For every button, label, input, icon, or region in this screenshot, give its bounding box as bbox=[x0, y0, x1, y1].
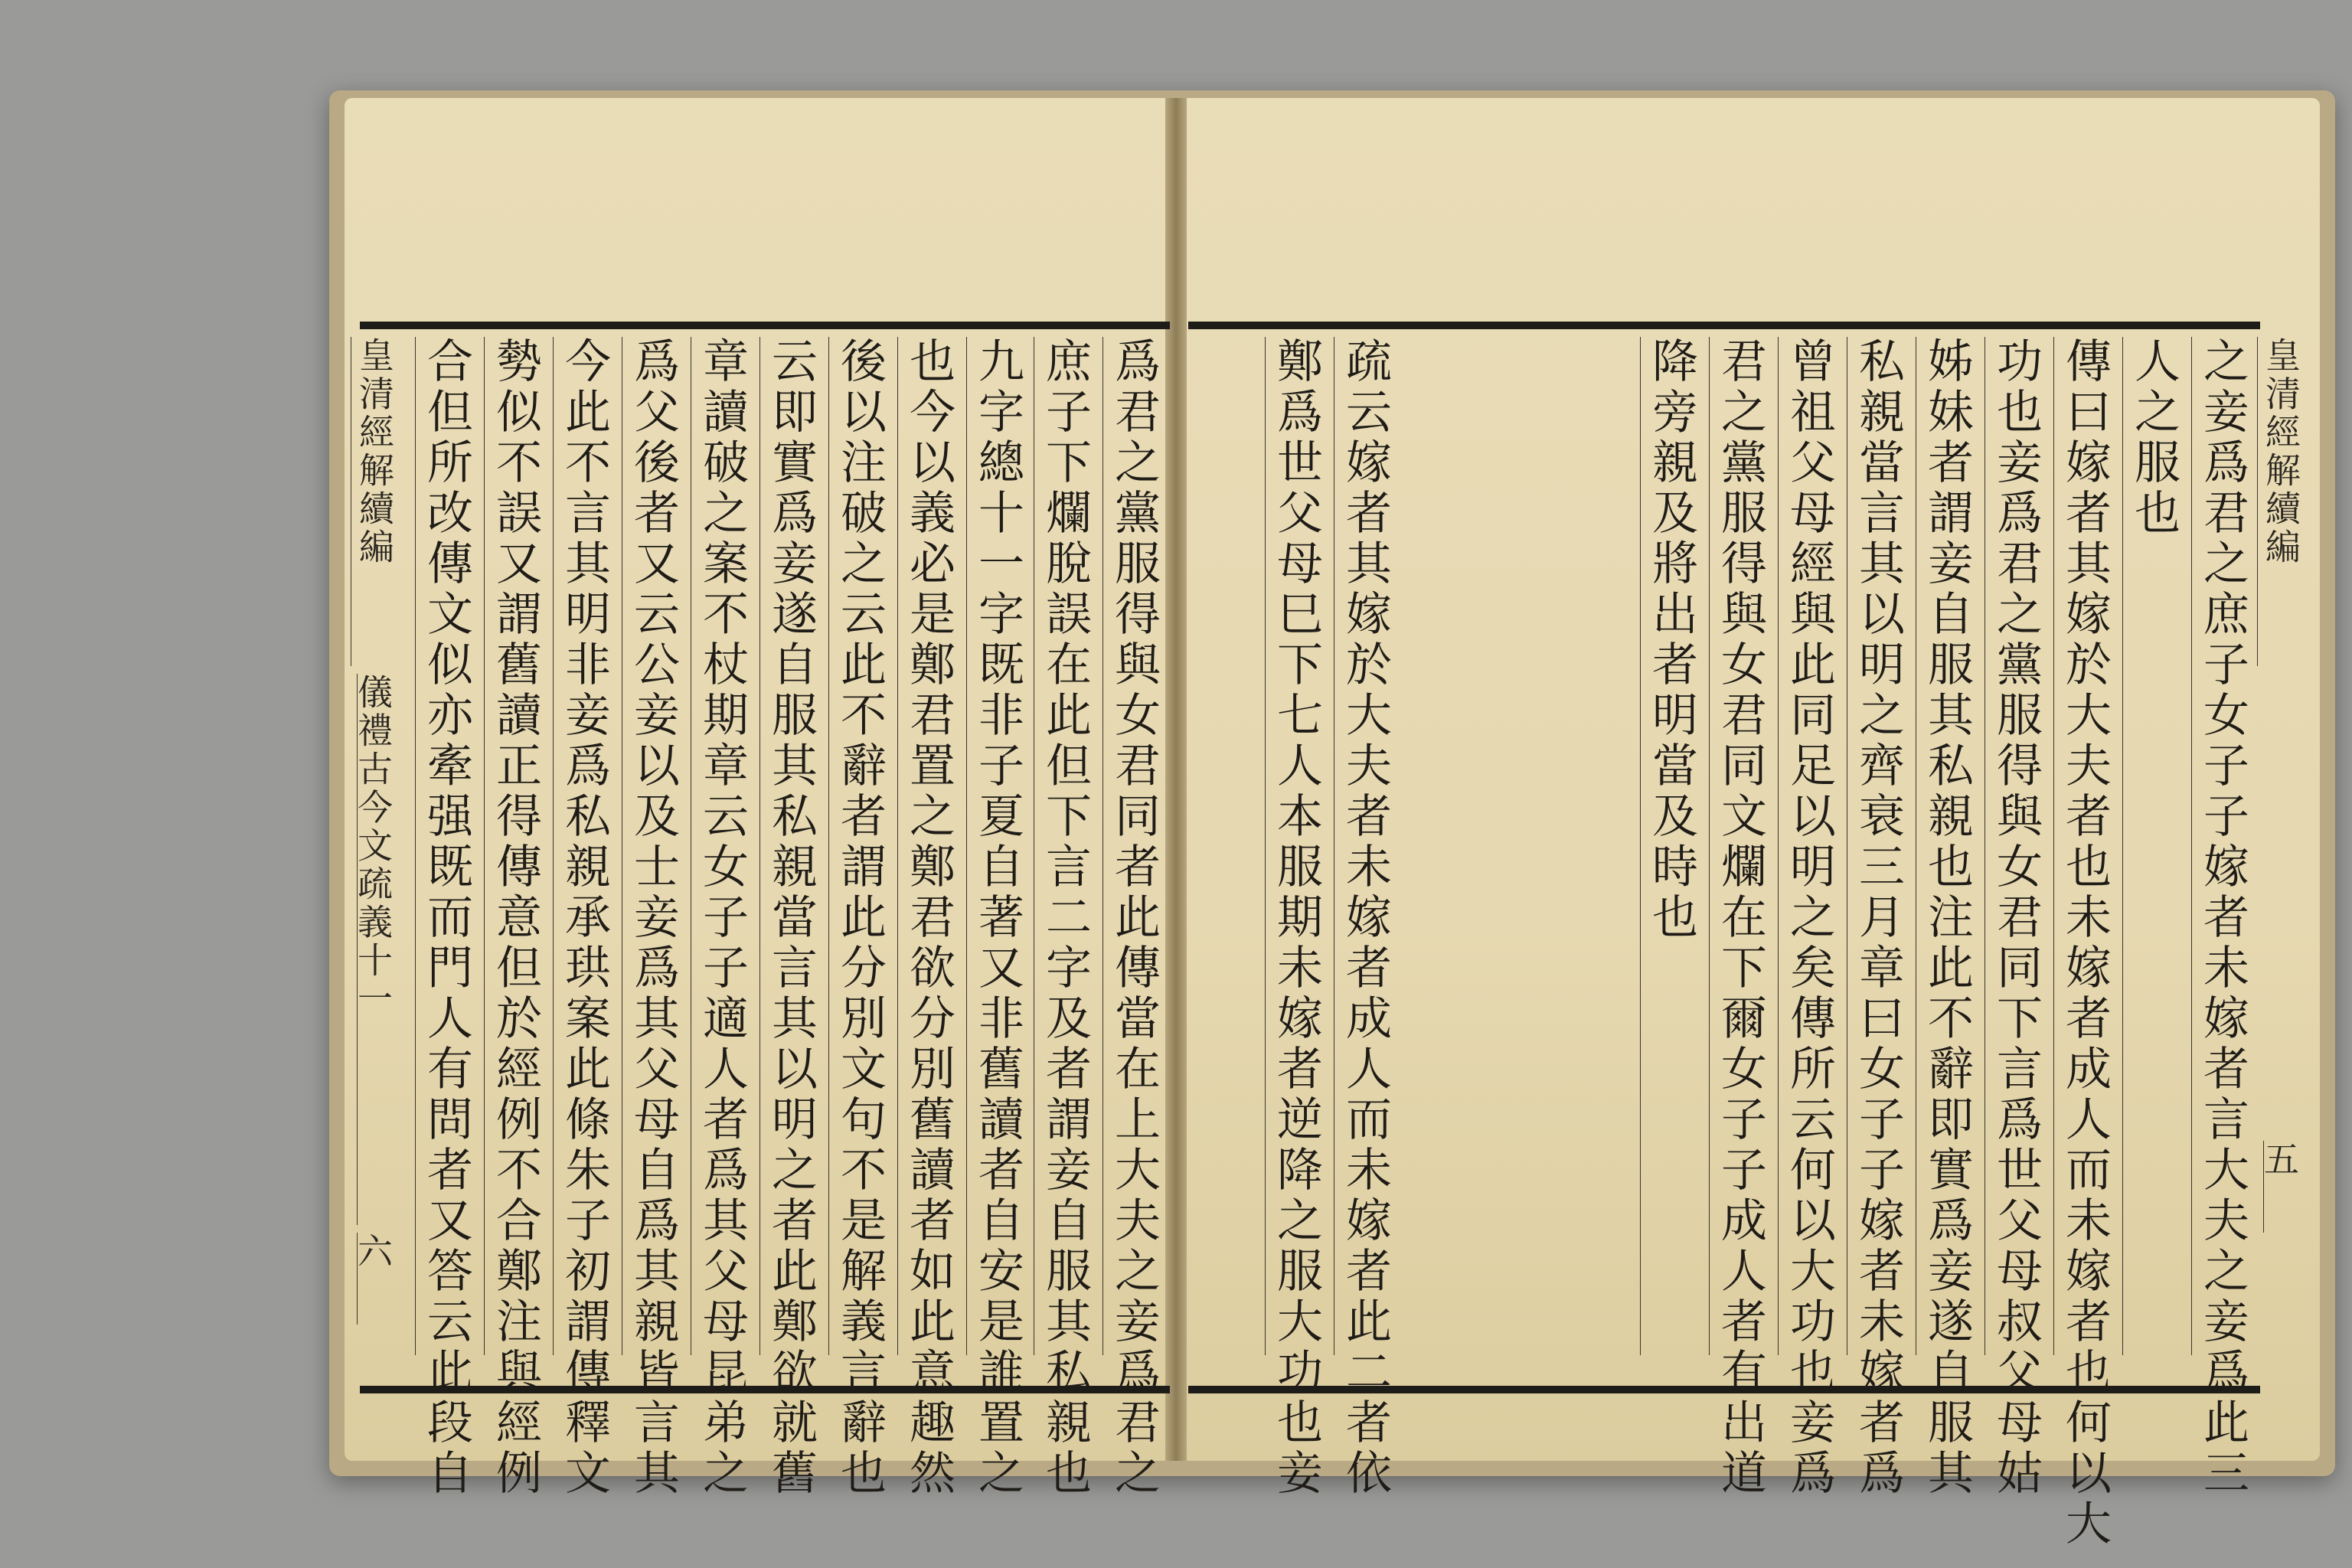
left-margin-page-number: 六 bbox=[357, 1233, 403, 1325]
left-col-11: 合但所改傳文似亦牽强既而門人有問者又答云此段自 bbox=[415, 337, 477, 1355]
left-col-7: 章讀破之案不杖期章云女子子適人者爲其父母昆弟之 bbox=[691, 337, 753, 1355]
left-col-1: 爲君之黨服得與女君同者此傳當在上大夫之妾爲君之 bbox=[1102, 337, 1165, 1355]
right-margin-title: 皇清經解續編 bbox=[2257, 337, 2311, 666]
right-col-8: 君之黨服得與女君同文爛在下爾女子子成人者有出道 bbox=[1709, 337, 1771, 1355]
left-col-4: 也今以義必是鄭君置之鄭君欲分別舊讀者如此意趣然 bbox=[897, 337, 959, 1355]
left-col-9: 今此不言其明非妾爲私親承珙案此條朱子初謂傳釋文 bbox=[553, 337, 615, 1355]
right-col-6: 私親當言其以明之齊衰三月章曰女子子嫁者未嫁者爲 bbox=[1847, 337, 1909, 1355]
left-col-6: 云即實爲妾遂自服其私親當言其以明之者此鄭欲就舊 bbox=[760, 337, 822, 1355]
right-col-9: 降旁親及將出者明當及時也 bbox=[1640, 337, 1702, 1355]
right-margin-page-number: 五 bbox=[2263, 1141, 2310, 1233]
left-col-10: 勢似不誤又謂舊讀正得傳意但於經例不合鄭注與經例 bbox=[484, 337, 546, 1355]
right-col-4: 功也妾爲君之黨服得與女君同下言爲世父母叔父母姑 bbox=[1984, 337, 2047, 1355]
right-col-2: 人之服也 bbox=[2122, 337, 2184, 1355]
right-col-3: 傳曰嫁者其嫁於大夫者也未嫁者成人而未嫁者也何以大 bbox=[2053, 337, 2115, 1355]
left-col-8: 爲父後者又云公妾以及士妾爲其父母自爲其親皆言其 bbox=[622, 337, 684, 1355]
right-col-10: 疏云嫁者其嫁於大夫者未嫁者成人而未嫁者此二者依 bbox=[1334, 337, 1396, 1355]
left-col-5: 後以注破之云此不辭者謂此分別文句不是解義言辭也 bbox=[828, 337, 890, 1355]
left-margin-section: 儀禮古今文疏義十一 bbox=[357, 674, 403, 1225]
right-col-1: 之妾爲君之庶子女子子嫁者未嫁者言大夫之妾爲此三 bbox=[2191, 337, 2253, 1355]
left-margin-title: 皇清經解續編 bbox=[351, 337, 405, 666]
left-col-2: 庶子下爛脫誤在此但下言二字及者謂妾自服其私親也 bbox=[1034, 337, 1096, 1355]
left-col-3: 九字總十一字既非子夏自著又非舊讀者自安是誰置之 bbox=[966, 337, 1028, 1355]
right-col-7: 曾祖父母經與此同足以明之矣傳所云何以大功也妾爲 bbox=[1778, 337, 1840, 1355]
right-col-11: 鄭爲世父母巳下七人本服期未嫁者逆降之服大功也妾 bbox=[1265, 337, 1327, 1355]
right-col-5: 姊妹者謂妾自服其私親也注此不辭即實爲妾遂自服其 bbox=[1916, 337, 1978, 1355]
